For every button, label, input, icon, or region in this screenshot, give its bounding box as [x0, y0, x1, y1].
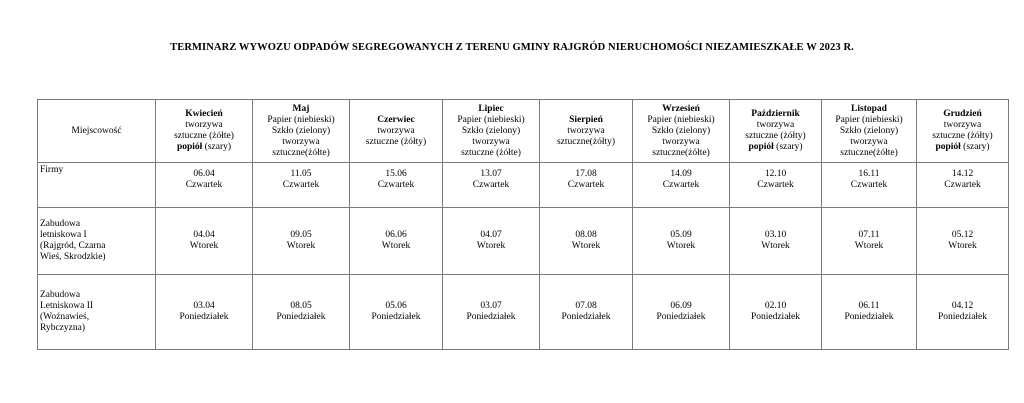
pickup-date: 04.12 [951, 301, 974, 311]
schedule-cell [633, 163, 730, 208]
waste-type: sztuczne(żółte) [840, 147, 898, 158]
place-name [38, 208, 156, 275]
ash-color: (szary) [773, 142, 803, 152]
pickup-date: 14.12 [951, 169, 974, 179]
place-name-line: Letniskowa II [40, 301, 94, 311]
waste-type: tworzywa [850, 136, 888, 147]
ash-label: popiół [176, 142, 203, 152]
place-name-line: Wieś, Skrodzkie) [40, 252, 106, 262]
pickup-weekday: Czwartek [757, 180, 794, 190]
pickup-weekday: Wtorek [189, 241, 219, 251]
waste-type: Szkło (zielony) [651, 125, 711, 136]
schedule-cell [443, 163, 540, 208]
waste-type: tworzywa [282, 136, 320, 147]
place-name-line: Firmy [40, 165, 64, 175]
schedule-cell [917, 275, 1009, 350]
waste-type: tworzywa [377, 125, 415, 136]
month-name: Grudzień [943, 109, 982, 119]
ash-label: popiół [935, 142, 961, 152]
schedule-cell [350, 275, 443, 350]
ash-waste-type [919, 142, 1006, 153]
pickup-weekday: Wtorek [571, 241, 601, 251]
schedule-cell [540, 163, 633, 208]
month-name: Wrzesień [662, 103, 700, 114]
month-name: Maj [292, 103, 310, 114]
ash-label: popiół [748, 142, 774, 152]
pickup-date: 12.10 [764, 169, 787, 179]
schedule-table [37, 99, 1009, 350]
pickup-date: 17.08 [575, 169, 597, 179]
pickup-date: 04.07 [480, 230, 502, 240]
place-name-line: Zabudowa [40, 219, 81, 229]
pickup-date: 06.06 [385, 230, 407, 240]
waste-type: sztuczne (żółte) [174, 131, 234, 141]
pickup-weekday: Czwartek [472, 180, 510, 190]
pickup-weekday: Czwartek [944, 180, 981, 190]
column-header-place: Miejscowość [38, 100, 156, 163]
pickup-weekday: Poniedziałek [179, 312, 229, 322]
schedule-cell [156, 163, 253, 208]
month-header [633, 100, 730, 163]
month-header [253, 100, 350, 163]
schedule-cell [822, 275, 917, 350]
ash-color: (szary) [202, 142, 232, 152]
pickup-weekday: Poniedziałek [937, 312, 988, 322]
month-name: Listopad [851, 103, 887, 114]
place-name [38, 275, 156, 350]
place-name-line: Rybczyzna) [40, 323, 85, 333]
month-header [822, 100, 917, 163]
pickup-weekday: Czwartek [282, 180, 320, 190]
schedule-cell [253, 275, 350, 350]
waste-type: sztuczne (żółty) [745, 131, 806, 141]
waste-type: Papier (niebieski) [457, 114, 525, 125]
month-name: Lipiec [478, 103, 504, 114]
pickup-date: 05.12 [951, 230, 974, 240]
waste-type: tworzywa [943, 120, 982, 130]
pickup-weekday: Wtorek [286, 241, 316, 251]
pickup-weekday: Poniedziałek [844, 312, 894, 322]
place-name-line: Zabudowa [40, 290, 81, 300]
pickup-weekday: Wtorek [476, 241, 506, 251]
pickup-date: 02.10 [764, 301, 787, 311]
pickup-weekday: Wtorek [666, 241, 696, 251]
waste-type: sztuczne(żółte) [652, 147, 710, 158]
waste-type: tworzywa [567, 125, 605, 136]
place-name-line: (Rajgród, Czarna [40, 241, 106, 251]
waste-type: tworzywa [185, 120, 223, 130]
month-name: Październik [751, 109, 800, 119]
waste-type: Szkło (zielony) [461, 125, 521, 136]
table-row [38, 275, 1009, 350]
schedule-cell [730, 275, 822, 350]
pickup-date: 04.04 [193, 230, 215, 240]
pickup-weekday: Czwartek [185, 180, 223, 190]
table-row [38, 163, 1009, 208]
waste-type: tworzywa [472, 136, 510, 147]
schedule-cell [730, 208, 822, 275]
pickup-weekday: Wtorek [948, 241, 977, 251]
schedule-cell [156, 208, 253, 275]
pickup-weekday: Czwartek [567, 180, 605, 190]
pickup-date: 03.07 [480, 301, 502, 311]
month-name: Kwiecień [185, 109, 223, 119]
schedule-cell [822, 163, 917, 208]
pickup-date: 11.05 [290, 169, 312, 179]
ash-color: (szary) [960, 142, 990, 152]
pickup-date: 07.08 [575, 301, 597, 311]
schedule-cell [443, 275, 540, 350]
pickup-weekday: Poniedziałek [750, 312, 801, 322]
schedule-cell [156, 275, 253, 350]
month-header [540, 100, 633, 163]
schedule-cell [540, 275, 633, 350]
schedule-cell [730, 163, 822, 208]
pickup-date: 06.04 [193, 169, 215, 179]
ash-waste-type [732, 142, 819, 153]
place-name-line: (Woźnawieś, [40, 312, 90, 322]
schedule-cell [253, 208, 350, 275]
table-row [38, 208, 1009, 275]
pickup-weekday: Czwartek [377, 180, 415, 190]
pickup-date: 13.07 [480, 169, 502, 179]
schedule-cell [540, 208, 633, 275]
waste-type: sztuczne (żółty) [932, 131, 993, 141]
place-name-line: letniskowa I [40, 230, 87, 240]
pickup-date: 15.06 [385, 169, 407, 179]
pickup-date: 14.09 [670, 169, 692, 179]
schedule-cell [822, 208, 917, 275]
pickup-date: 03.10 [764, 230, 787, 240]
page-title: TERMINARZ WYWOZU ODPADÓW SEGREGOWANYCH Z TERENU GMINY RAJGRÓD NIERUCHOMOŚCI NIEZAMIESZKAŁE W 2023 R. [170, 42, 854, 53]
month-name: Czerwiec [377, 114, 415, 125]
waste-type: sztuczne (żółte) [461, 147, 521, 158]
month-header [443, 100, 540, 163]
waste-type: tworzywa [662, 136, 700, 147]
waste-type: Szkło (zielony) [271, 125, 331, 136]
month-header [917, 100, 1009, 163]
waste-type: Papier (niebieski) [267, 114, 335, 125]
schedule-cell [633, 275, 730, 350]
month-name: Sierpień [569, 114, 603, 125]
waste-type: Szkło (zielony) [839, 125, 899, 136]
month-header [350, 100, 443, 163]
pickup-weekday: Wtorek [854, 241, 884, 251]
waste-type: Papier (niebieski) [835, 114, 903, 125]
schedule-cell [443, 208, 540, 275]
pickup-weekday: Wtorek [761, 241, 790, 251]
pickup-date: 08.05 [290, 301, 312, 311]
pickup-date: 06.11 [858, 301, 880, 311]
schedule-cell [917, 208, 1009, 275]
waste-type: sztuczne (żółty) [365, 136, 427, 147]
pickup-weekday: Wtorek [381, 241, 411, 251]
place-name [38, 163, 156, 208]
pickup-weekday: Poniedziałek [656, 312, 706, 322]
pickup-weekday: Poniedziałek [561, 312, 611, 322]
pickup-date: 16.11 [858, 169, 880, 179]
header-row [38, 100, 1009, 163]
pickup-weekday: Czwartek [850, 180, 888, 190]
month-header [730, 100, 822, 163]
pickup-date: 09.05 [290, 230, 312, 240]
pickup-weekday: Poniedziałek [466, 312, 516, 322]
schedule-cell [253, 163, 350, 208]
schedule-cell [350, 163, 443, 208]
waste-type: tworzywa [756, 120, 795, 130]
pickup-weekday: Poniedziałek [371, 312, 421, 322]
pickup-date: 05.06 [385, 301, 407, 311]
waste-type: sztuczne(żółte) [272, 147, 330, 158]
pickup-date: 06.09 [670, 301, 692, 311]
schedule-cell [350, 208, 443, 275]
pickup-date: 03.04 [193, 301, 215, 311]
pickup-weekday: Poniedziałek [276, 312, 326, 322]
ash-waste-type [158, 142, 250, 153]
schedule-cell [917, 163, 1009, 208]
pickup-date: 08.08 [575, 230, 597, 240]
pickup-date: 05.09 [670, 230, 692, 240]
waste-type: sztuczne(żółty) [556, 136, 616, 147]
pickup-date: 07.11 [858, 230, 880, 240]
schedule-cell [633, 208, 730, 275]
month-header [156, 100, 253, 163]
pickup-weekday: Czwartek [662, 180, 700, 190]
waste-type: Papier (niebieski) [647, 114, 715, 125]
